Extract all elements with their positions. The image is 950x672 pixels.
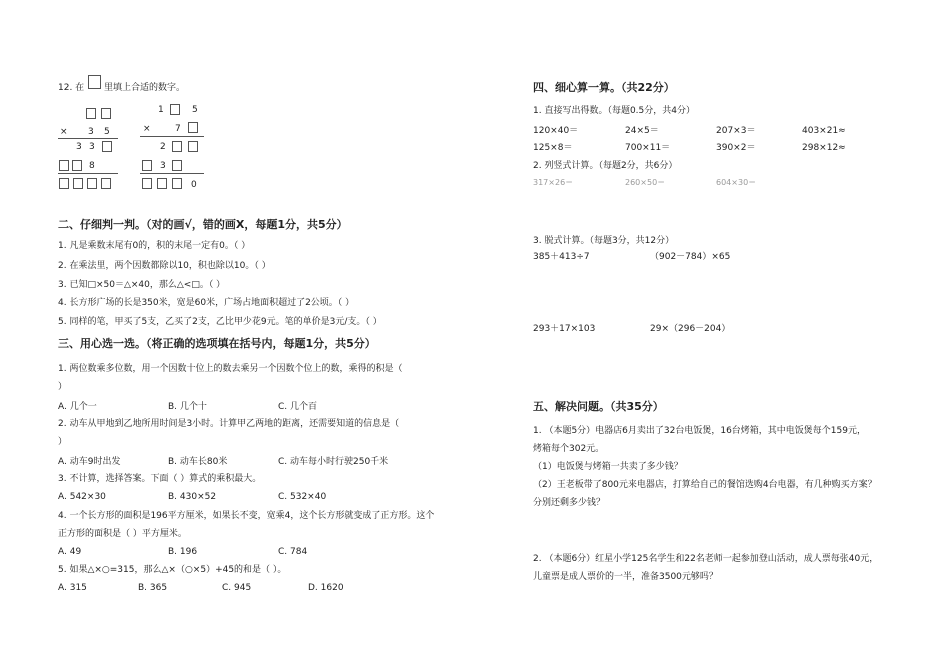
judge-item-2: 2. 在乘法里，两个因数都除以10，积也除以10。（ ） <box>58 261 271 271</box>
judge-item-1: 1. 凡是乘数末尾有0的，积的末尾一定有0。（ ） <box>58 241 251 251</box>
choice-q2-text-cont: ） <box>58 437 68 447</box>
judge-item-3: 3. 已知□×50＝△×40，那么△<□。（ ） <box>58 280 226 290</box>
choice-q4-text-cont: 正方形的面积是（ ）平方厘米。 <box>58 529 187 539</box>
digit: 2 <box>160 142 166 152</box>
blank-box[interactable] <box>172 141 182 152</box>
step-calc-item: 385＋413÷7 <box>533 252 590 262</box>
blank-box[interactable] <box>172 160 182 171</box>
oral-calc-item: 390×2＝ <box>716 143 756 153</box>
vertical-calc-item: 604×30＝ <box>716 178 757 187</box>
blank-box[interactable] <box>72 160 82 171</box>
blank-box[interactable] <box>142 178 152 189</box>
digit: 1 <box>158 105 164 115</box>
section-4-title: 四、细心算一算。（共22分） <box>533 81 675 94</box>
blank-box[interactable] <box>142 160 152 171</box>
section-2-title: 二、仔细判一判。（对的画√，错的画X，每题1分，共5分） <box>58 218 348 231</box>
digit: 3 <box>76 142 82 152</box>
subsection-vertical-calc: 2. 列竖式计算。（每题2分，共6分） <box>533 161 678 171</box>
section-3-title: 三、用心选一选。（将正确的选项填在括号内，每题1分，共5分） <box>58 337 376 350</box>
rule-line <box>58 138 118 139</box>
digit: 3 <box>89 142 95 152</box>
option-b: B. 196 <box>168 547 198 557</box>
blank-box[interactable] <box>188 141 198 152</box>
option-b: B. 动车长80米 <box>168 457 228 467</box>
blank-box[interactable] <box>59 178 69 189</box>
blank-box[interactable] <box>101 178 111 189</box>
digit: 3 <box>88 127 94 137</box>
digit: 8 <box>89 161 95 171</box>
vertical-calc-item: 317×26＝ <box>533 178 574 187</box>
option-c: C. 动车每小时行驶250千米 <box>278 457 389 467</box>
blank-box[interactable] <box>87 178 97 189</box>
problem-1-sub1: （1）电饭煲与烤箱一共卖了多少钱？ <box>533 462 683 472</box>
digit: 7 <box>175 124 181 134</box>
oral-calc-item: 120×40＝ <box>533 126 579 136</box>
blank-box[interactable] <box>59 160 69 171</box>
option-b: B. 430×52 <box>168 492 217 502</box>
subsection-step-calc: 3. 脱式计算。（每题3分，共12分） <box>533 236 675 246</box>
blank-box[interactable] <box>172 178 182 189</box>
digit: 5 <box>104 127 110 137</box>
blank-box[interactable] <box>102 141 112 152</box>
digit: 0 <box>191 180 197 190</box>
choice-q2-text: 2. 动车从甲地到乙地所用时间是3小时。计算甲乙两地的距离，还需要知道的信息是（ <box>58 419 400 429</box>
blank-box[interactable] <box>86 108 96 119</box>
blank-box[interactable] <box>188 122 198 133</box>
q12-suffix: 里填上合适的数字。 <box>104 83 186 93</box>
option-c: C. 784 <box>278 547 308 557</box>
option-a: A. 542×30 <box>58 492 106 502</box>
problem-2-text: 2. （本题6分）红星小学125名学生和22名老师一起参加登山活动，成人票每张40元， <box>533 554 879 564</box>
oral-calc-item: 403×21≈ <box>802 126 846 136</box>
choice-q1-text: 1. 两位数乘多位数，用一个因数十位上的数去乘另一个因数个位上的数，乘得的积是（ <box>58 364 403 374</box>
option-c: C. 532×40 <box>278 492 327 502</box>
oral-calc-item: 125×8＝ <box>533 143 573 153</box>
step-calc-item: 293＋17×103 <box>533 324 596 334</box>
rule-line <box>140 136 204 137</box>
q12-prefix: 12. 在 <box>58 83 85 93</box>
blank-box[interactable] <box>157 178 167 189</box>
digit: 5 <box>192 105 198 115</box>
choice-q3-text: 3. 不计算，选择答案。下面（ ）算式的乘积最大。 <box>58 474 262 484</box>
problem-1-text-cont: 烤箱每个302元。 <box>533 444 605 454</box>
rule-line <box>58 173 118 174</box>
option-b: B. 365 <box>138 583 168 593</box>
oral-calc-item: 24×5＝ <box>625 126 659 136</box>
step-calc-item: 29×（296－204） <box>650 324 731 334</box>
times-sign: × <box>60 127 68 137</box>
option-d: D. 1620 <box>308 583 344 593</box>
times-sign: × <box>143 124 151 134</box>
blank-box[interactable] <box>101 108 111 119</box>
judge-item-5: 5. 同样的笔，甲买了5支，乙买了2支，乙比甲少花9元。笔的单价是3元/支。（ ） <box>58 317 382 327</box>
problem-1-sub3: 分别还剩多少钱？ <box>533 498 606 508</box>
option-a: A. 动车9时出发 <box>58 457 121 467</box>
problem-1-text: 1. （本题5分）电器店6月卖出了32台电饭煲，16台烤箱，其中电饭煲每个159元， <box>533 426 866 436</box>
option-a: A. 几个一 <box>58 402 97 412</box>
choice-q4-text: 4. 一个长方形的面积是196平方厘米，如果长不变，宽乘4，这个长方形就变成了正方形。这个 <box>58 511 435 521</box>
digit: 3 <box>160 161 166 171</box>
option-c: C. 几个百 <box>278 402 318 412</box>
vertical-calc-item: 260×50＝ <box>625 178 666 187</box>
oral-calc-item: 207×3＝ <box>716 126 756 136</box>
blank-box[interactable] <box>73 178 83 189</box>
judge-item-4: 4. 长方形广场的长是350米，宽是60米，广场占地面积超过了2公顷。（ ） <box>58 298 355 308</box>
step-calc-item: （902－784）×65 <box>650 252 731 262</box>
option-c: C. 945 <box>222 583 252 593</box>
option-a: A. 49 <box>58 547 82 557</box>
problem-2-text-cont: 儿童票是成人票价的一半，准备3500元够吗？ <box>533 572 718 582</box>
oral-calc-item: 700×11＝ <box>625 143 671 153</box>
rule-line <box>140 173 204 174</box>
subsection-direct-answers: 1. 直接写出得数。（每题0.5分，共4分） <box>533 106 695 116</box>
section-5-title: 五、解决问题。（共35分） <box>533 400 664 413</box>
option-b: B. 几个十 <box>168 402 207 412</box>
q12-example-box <box>88 75 101 89</box>
blank-box[interactable] <box>170 104 180 115</box>
oral-calc-item: 298×12≈ <box>802 143 846 153</box>
option-a: A. 315 <box>58 583 87 593</box>
problem-1-sub2: （2）王老板带了800元来电器店，打算给自己的餐馆选购4台电器，有几种购买方案？ <box>533 480 877 490</box>
choice-q1-text-cont: ） <box>58 382 68 392</box>
choice-q5-text: 5. 如果△×○=315，那么△×（○×5）+45的和是（ ）。 <box>58 565 287 575</box>
